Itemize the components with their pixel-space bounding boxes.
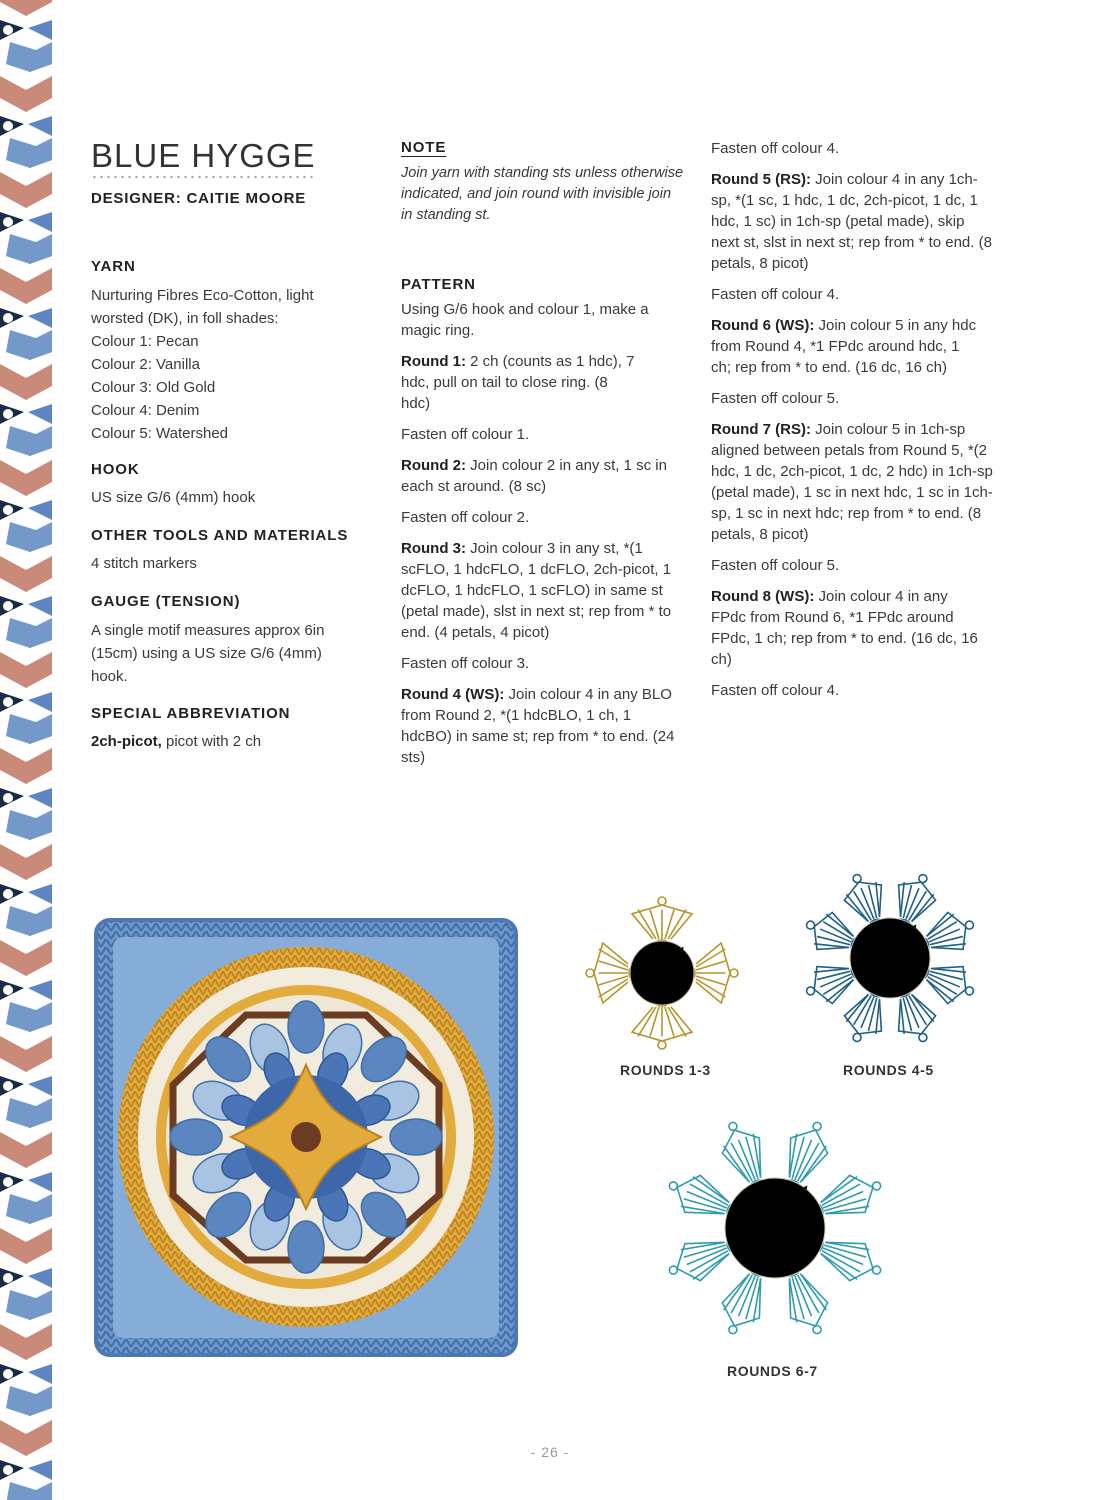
fasten-off: Fasten off colour 2. <box>401 509 530 526</box>
round-7 <box>711 419 996 545</box>
pattern-intro: Using G/6 hook and colour 1, make a magic ring. <box>401 301 649 339</box>
yarn-line: Nurturing Fibres Eco-Cotton, light <box>91 287 314 304</box>
yarn-lines <box>91 284 371 445</box>
pattern-continued <box>711 138 996 701</box>
yarn-line: worsted (DK), in foll shades: <box>91 310 279 327</box>
tools-heading: OTHER TOOLS AND MATERIALS <box>91 527 349 544</box>
round-4 <box>401 684 686 768</box>
gauge-text: A single motif measures approx 6in (15cm) using a US size G/6 (4mm) hook. <box>91 622 325 685</box>
round-label: Round 2: <box>401 457 466 474</box>
note-heading: NOTE <box>401 139 447 156</box>
abbreviation-term: 2ch-picot, <box>91 733 162 750</box>
title-underline <box>91 175 313 179</box>
crochet-chart-rounds-6-7 <box>650 1103 900 1353</box>
crochet-chart-rounds-1-3 <box>577 888 747 1058</box>
decorative-border <box>0 0 52 1500</box>
yarn-line: Colour 4: Denim <box>91 402 200 419</box>
round-label: Round 7 (RS): <box>711 421 811 438</box>
round-label: Round 3: <box>401 540 466 557</box>
fasten-off: Fasten off colour 5. <box>711 557 840 574</box>
fasten-off: Fasten off colour 1. <box>401 426 530 443</box>
designer-credit: DESIGNER: CAITIE MOORE <box>91 190 307 207</box>
gauge-heading: GAUGE (TENSION) <box>91 593 241 610</box>
abbreviation-definition: picot with 2 ch <box>161 733 262 750</box>
hook-heading: HOOK <box>91 461 140 478</box>
round-text: Join colour 4 in any 1ch-sp, *(1 sc, 1 hdc, 1 dc, 2ch-picot, 1 dc, 1 hdc, 1 sc) in 1ch-sp (petal made), skip next st, slst in next st; rep from * to end. (8 petals, 8 picot) <box>711 171 992 272</box>
pattern-heading: PATTERN <box>401 276 476 293</box>
round-label: Round 6 (WS): <box>711 317 815 334</box>
chart-label-rounds-1-3: ROUNDS 1-3 <box>620 1062 711 1078</box>
fasten-off: Fasten off colour 4. <box>711 140 840 157</box>
gauge-section <box>91 593 346 688</box>
round-5 <box>711 169 996 274</box>
page-title: BLUE HYGGE <box>91 137 316 174</box>
crochet-chart-rounds-4-5 <box>789 857 991 1059</box>
round-label: Round 5 (RS): <box>711 171 811 188</box>
yarn-line: Colour 5: Watershed <box>91 425 229 442</box>
abbreviation-text <box>91 731 371 752</box>
page-number: - 26 - <box>530 1444 570 1460</box>
chart-label-rounds-6-7: ROUNDS 6-7 <box>727 1363 818 1379</box>
fasten-off: Fasten off colour 3. <box>401 655 530 672</box>
pattern-section <box>401 276 686 768</box>
round-label: Round 4 (WS): <box>401 686 505 703</box>
round-text: Join colour 4 in any FPdc from Round 6, *1 FPdc around FPdc, 1 ch; rep from * to end. (16 dc, 16 ch) <box>711 588 978 668</box>
round-1 <box>401 351 641 414</box>
note-text: Join yarn with standing sts unless otherwise indicated, and join round with invisible join in standing st. <box>401 165 684 223</box>
round-text: Join colour 5 in any hdc from Round 4, *1 FPdc around hdc, 1 ch; rep from * to end. (16 dc, 16 ch) <box>711 317 977 376</box>
round-8 <box>711 586 986 670</box>
chart-label-rounds-4-5: ROUNDS 4-5 <box>843 1062 934 1078</box>
round-text: Join colour 4 in any BLO from Round 2, *(1 hdcBLO, 1 ch, 1 hdcBO) in same st; rep from * to end. (24 sts) <box>401 686 675 766</box>
round-text: Join colour 3 in any st, *(1 scFLO, 1 hdcFLO, 1 dcFLO, 2ch-picot, 1 dcFLO, 1 hdcFLO, 1 scFLO) in same st (petal made), slst in next st; rep from * to end. (4 petals, 4 picot) <box>401 540 672 641</box>
yarn-heading: YARN <box>91 258 136 275</box>
round-text: Join colour 2 in any st, 1 sc in each st around. (8 sc) <box>401 457 667 495</box>
yarn-line: Colour 3: Old Gold <box>91 379 216 396</box>
crochet-square-photo <box>91 915 521 1360</box>
hook-text: US size G/6 (4mm) hook <box>91 489 256 506</box>
round-text: Join colour 5 in 1ch-sp aligned between petals from Round 5, *(2 hdc, 1 dc, 2ch-picot, 1 dc, 2 hdc) in 1ch-sp (petal made), 1 sc in next hdc, 1 sc in 1ch-sp, 1 sc in next hdc; rep from * to end. (8 petals, 8 picot) <box>711 421 993 543</box>
fasten-off: Fasten off colour 4. <box>711 682 840 699</box>
hook-section <box>91 461 371 508</box>
tools-text: 4 stitch markers <box>91 555 197 572</box>
round-6 <box>711 315 981 378</box>
abbreviation-heading: SPECIAL ABBREVIATION <box>91 705 291 722</box>
round-label: Round 8 (WS): <box>711 588 815 605</box>
round-label: Round 1: <box>401 353 466 370</box>
abbreviation-section <box>91 705 371 752</box>
note-section <box>401 139 686 226</box>
round-2 <box>401 455 686 497</box>
fasten-off: Fasten off colour 4. <box>711 286 840 303</box>
yarn-line: Colour 1: Pecan <box>91 333 199 350</box>
round-3 <box>401 538 686 643</box>
fasten-off: Fasten off colour 5. <box>711 390 840 407</box>
round-text: 2 ch (counts as 1 hdc), 7 hdc, pull on tail to close ring. (8 hdc) <box>401 353 635 412</box>
yarn-section <box>91 258 371 445</box>
yarn-line: Colour 2: Vanilla <box>91 356 200 373</box>
tools-section <box>91 527 371 574</box>
